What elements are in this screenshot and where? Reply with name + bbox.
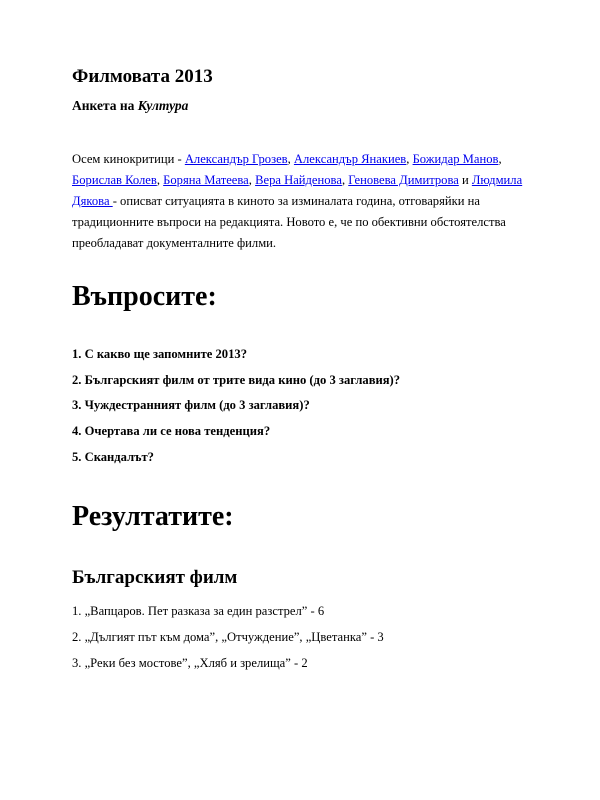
critic-link-dimitrova[interactable]: Геновева Димитрова [348, 173, 459, 187]
question-item: 5. Скандалът? [72, 450, 154, 464]
results-subheading: Българският филм [72, 567, 238, 588]
result-item: 2. „Дългият път към дома”, „Отчуждение”, „Цветанка” - 3 [72, 630, 384, 644]
question-item: 2. Българският филм от трите вида кино (до 3 заглавия)? [72, 373, 401, 387]
critic-link-naydenova[interactable]: Вера Найденова [255, 173, 342, 187]
question-item: 4. Очертава ли се нова тенденция? [72, 424, 271, 438]
subtitle-prefix: Анкета на [72, 98, 138, 113]
critic-link-yanakiev[interactable]: Александър Янакиев [293, 152, 407, 166]
critic-link-manov[interactable]: Божидар Манов [412, 152, 499, 166]
intro-separator: , [248, 173, 256, 187]
intro-tail: - описват ситуацията в киното за изминалата година, отговаряйки на традиционните въпроси на редакцията. Новото е, че по обективни обстоятелства преобладават документалните филми. [72, 194, 506, 250]
intro-separator: , [287, 152, 294, 166]
page-title: Филмовата 2013 [72, 66, 213, 87]
questions-heading: Въпросите: [72, 281, 217, 312]
critic-link-grozev[interactable]: Александър Грозев [184, 152, 288, 166]
subtitle-publication: Култура [137, 98, 189, 113]
intro-and: и [458, 173, 472, 187]
results-heading: Резултатите: [72, 501, 234, 532]
question-item: 1. С какво ще запомните 2013? [72, 347, 247, 361]
intro-separator: , [498, 152, 502, 166]
intro-lead: Осем кинокритици - [72, 152, 185, 166]
result-item: 3. „Реки без мостове”, „Хляб и зрелища” - 2 [72, 656, 308, 670]
question-item: 3. Чуждестранният филм (до 3 заглавия)? [72, 398, 310, 412]
intro-separator: , [341, 173, 349, 187]
critic-link-mateeva[interactable]: Боряна Матеева [163, 173, 249, 187]
intro-paragraph [72, 149, 528, 254]
result-item: 1. „Вапцаров. Пет разказа за един разстрел” - 6 [72, 604, 325, 618]
intro-separator: , [406, 152, 413, 166]
critic-link-kolev[interactable]: Борислав Колев [72, 173, 157, 187]
critic-link-dyakova[interactable]: Людмила Дякова [72, 173, 523, 208]
intro-separator: , [156, 173, 164, 187]
page-subtitle [72, 98, 188, 114]
